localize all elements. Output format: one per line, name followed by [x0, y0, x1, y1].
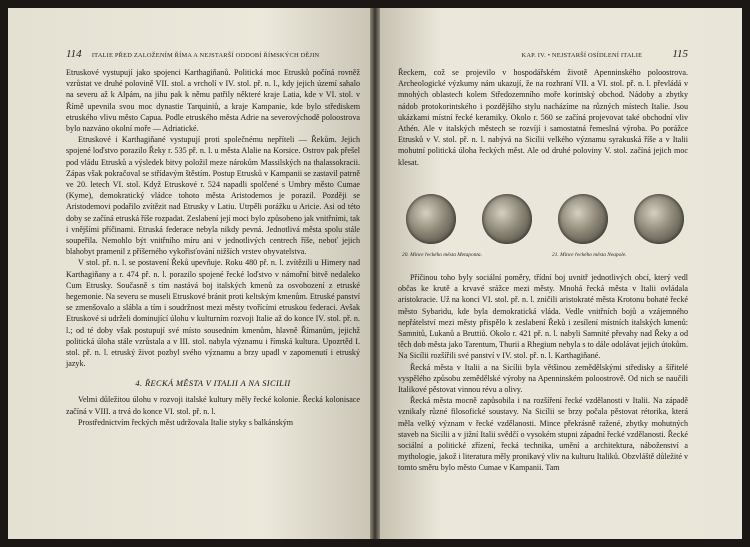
- book-spread: [8, 8, 742, 539]
- right-bottom-column: [398, 272, 688, 474]
- left-paragraph-1: Etruskové vystupují jako spojenci Karthagiňanů. Politická moc Etrusků počíná rovněž vzrůstat ve druhé polovině VII. stol. a vrcholí v IV. stol. př. n. l., kdy jejich území sahalo na severu až k Alpám, na jihu pak k němu patřily některé kraje Latia, kde v VI. stol. v Římě upevnila svou moc dynastie Tarquiniů, a kraje Kampanie, kde bylo střediskem etruského vlivu město Capua. Podle etruského města Adrie na severovýchodě poloostrova bylo nazváno okolní moře — Adriatické.: [66, 68, 360, 134]
- right-top-column: [398, 67, 688, 168]
- left-page-number: 114: [66, 48, 82, 60]
- coin-neapolis-reverse-image: [634, 194, 684, 244]
- right-paragraph-b2: Řecká města v Italii a na Sicílii byla většinou zemědělskými středisky a šířitelé vyspělého způsobu zemědělské výroby na Apenninském poloostrově. Od nich se naučili Italikové pěstovat vinnou révu a olivy.: [398, 362, 688, 395]
- left-page-header: [66, 48, 360, 60]
- right-running-head: KAP. IV. • NEJSTARŠÍ OSÍDLENÍ ITALIE: [521, 52, 643, 59]
- caption-metapontum: 20. Mince řeckého města Metaponta.: [402, 252, 482, 258]
- coin-metapontum-reverse-image: [482, 194, 532, 244]
- caption-neapolis: 21. Mince řeckého města Neapole.: [552, 252, 627, 258]
- left-running-head: ITALIE PŘED ZALOŽENÍM ŘÍMA A NEJSTARŠÍ ODDOBÍ ŘÍMSKÝCH DĚJIN: [91, 52, 320, 59]
- section-heading: 4. ŘECKÁ MĚSTA V ITALII A NA SICILII: [135, 379, 291, 389]
- left-page: [8, 8, 374, 539]
- coin-figures: [406, 194, 684, 244]
- left-text-column: [66, 67, 360, 428]
- right-page: [376, 8, 742, 539]
- right-page-number: 115: [672, 48, 688, 60]
- right-paragraph-b3: Řecká města mocně zapůsobila i na rozšíření řecké vzdělanosti v Italii. Na západě vznikaly různé filosofické soustavy. Na Sicílii se brzy počala pěstovat rétorika, která měla velký význam v řecké vzdělanosti. Mince překrásně ražené, zbytky mohutných staveb na Sicílii a v jižní Italii svědčí o vysokém stupni západní řecké vzdělanosti. Řecké sociální a politické zřízení, řecká technika, umění a architektura, náboženství a mythologie, jakož i literatura měly pronikavý vliv na kulturu Italiků. Obzvláště důležité v tomto směru bylo město Cumae v Kampanii. Tam: [398, 396, 688, 473]
- left-paragraph-3: V stol. př. n. l. se postavení Řeků upevňuje. Roku 480 př. n. l. zvítězili u Himery nad Karthagiňany a r. 474 př. n. l. porazilo spojené řecké loďstvo v námořní bitvě nedaleko Cum Etrusky. Současně s tím nastává boj italských kmenů za osvobození z etruské hegemonie. Na severu se museli Etruskové bránit proti keltským kmenům. Etruské panství se zmenšovalo a slábla a tím i soudržnost mezi městy tvořícími etruskou federaci. Avšak Etruskové si udrželi dominující úlohu v kulturním rozvoji Italie až do konce IV. stol. př. n. l.; od té doby však postupují své místo sousedním kmenům, hlavně Římanům, jejichž politická úloha stále vzrůstala a v III. stol. nabyla významu i římská kultura. Upozrtěd I. stol. př. n. l. etruský život pozbyl svého významu a brzy upadl v zapomenutí i etruský jazyk.: [66, 258, 360, 369]
- section-paragraph-1: Velmi důležitou úlohu v rozvoji italské kultury měly řecké kolonie. Řecká kolonisace začíná v VIII. a trvá do konce VI. stol. př. n. l.: [66, 395, 360, 416]
- left-paragraph-2: Etruskové i Karthagiňané vystupují proti společnému nepříteli — Řekům. Jejich spojené loďstvo porazilo Řeky r. 535 př. n. l. u města Alalie na Korsice. Ostrov pak přešel pod vládu Etrusků a výsledek bitvy položil meze nárokům Massilských na thalassokracii. Zápas však pokračoval se střídavým štěstím. Postup Etrusků v Kampanii se zastavil patrně ve 20. letech VI. stol. Když Etruskové r. 524 napadli spolčené s Umbry město Cumae (Kyme), demokratický vládce tohoto města Aristodemos je porazil. Později se Aristodemovi podařilo zvítězit nad Etrusky v Latiu. Utrpěli porážku u Aricie. Asi od této doby se začíná etruská říše rozpadat. Zeslabení její moci bylo způsobeno jak vnitřními, tak i vnějšími příčinami. Etruská federace nebyla nikdy pevná. Jednotlivá města spolu stále soupeřila. Nemohlo být vnitřního míru ani v jednotlivých centrech říše, neboť jejich blahobyt pramenil z příšerného vykořisťování nižších vrstev obyvatelstva.: [66, 135, 360, 257]
- coin-metapontum-obverse-image: [406, 194, 456, 244]
- right-page-header: [522, 48, 688, 60]
- section-paragraph-2: Prostřednictvím řeckých měst udržovala Italie styky s balkánským: [78, 417, 294, 427]
- right-paragraph-b1: Příčinou toho byly sociální poměry, třídní boj uvnitř jednotlivých obcí, který vedl občas ke krutě a krvavé srážce mezi městy. Mnohá řecká města v Italii ovládala aristokracie. Už na konci VI. stol. př. n. l. zničili aristokraté města Krotonu bohaté řecké město Sybaridu, kde byla demokratická vláda. Vedle vnitřních bojů a vzájemného nepřátelství mezi městy přispělo k zeslabení Řeků i zesílení místních italských kmenů: Samnitů, Lukanů a Bruttiů. Okolo r. 421 př. n. l. nabyli Samnité převahy nad Řeky a od těch dob města jako Tarentum, Thurii a Rhegium nebyla s to dále odolávat jejich útokům. Na Sicílii rozšířili své panství v IV. stol. př. n. l. Karthagiňané.: [398, 273, 688, 361]
- coin-neapolis-obverse-image: [558, 194, 608, 244]
- right-paragraph-top: Řeckem, což se projevilo v hospodářském životě Apenninského poloostrova. Archeologické výzkumy nám ukazují, že na rozhraní VII. a VI. stol. př. n. l. převládá v mnohých oblastech kolem Středozemního moře korintský obchod. Nádoby a zbytky nádob protokorintského i pozdějšího stylu nacházíme na různých místech Italie. Jsou ukázkami místní řecké keramiky. Okolo r. 560 se začíná projevovat také obchodní vliv Athén. Ale v italských městech se rozvíjí i samostatná řemeslná výroba. Po porážce Etrusků v V. stol. př. n. l. nabývá na Sicílii velkého významu syrakuská říše a v Italii mohutní politická úloha řeckých měst. Ale od druhé poloviny V. stol. začíná jejich moc klesat.: [398, 68, 688, 167]
- book-gutter: [370, 8, 380, 539]
